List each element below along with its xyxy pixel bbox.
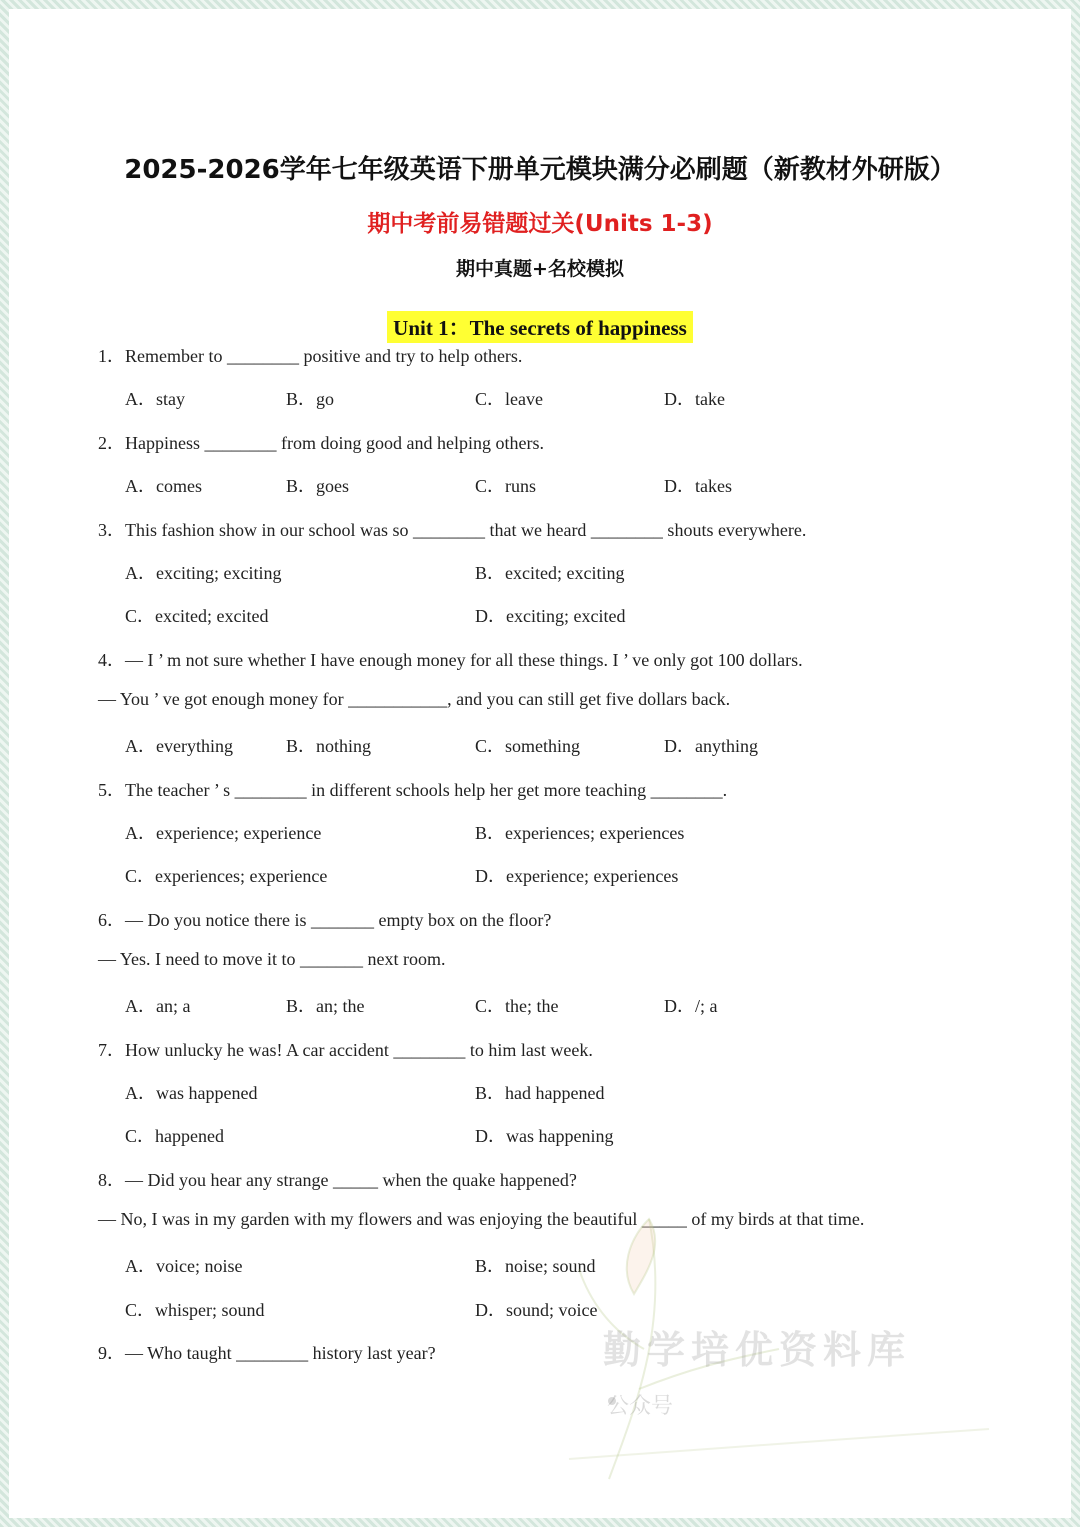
question-7-option-b: B．had happened bbox=[475, 1083, 605, 1103]
document-page bbox=[9, 9, 1071, 1518]
question-8-stem: 8．— Did you hear any strange _____ when the quake happened? bbox=[98, 1170, 577, 1190]
question-4-stem: 4．— I ’ m not sure whether I have enough money for all these things. I ’ ve only got 100 dollars. bbox=[98, 650, 803, 670]
section-subtitle: 期中考前易错题过关(Units 1-3) bbox=[367, 211, 713, 237]
question-8-option-c: C．whisper; sound bbox=[125, 1300, 265, 1320]
question-1-option-d: D．take bbox=[664, 389, 725, 409]
question-5-option-a: A．experience; experience bbox=[125, 823, 322, 843]
question-1-stem: 1．Remember to ________ positive and try to help others. bbox=[98, 346, 523, 366]
question-8-option-b: B．noise; sound bbox=[475, 1256, 596, 1276]
question-3-option-a: A．exciting; exciting bbox=[125, 563, 282, 583]
question-3-option-d: D．exciting; excited bbox=[475, 606, 626, 626]
question-6-option-b: B．an; the bbox=[286, 996, 365, 1016]
question-1-option-a: A．stay bbox=[125, 389, 185, 409]
question-7-option-a: A．was happened bbox=[125, 1083, 258, 1103]
question-3-stem: 3．This fashion show in our school was so ________ that we heard ________ shouts everywhere. bbox=[98, 520, 807, 540]
question-2-option-a: A．comes bbox=[125, 476, 202, 496]
question-8-stem-reply: — No, I was in my garden with my flowers and was enjoying the beautiful _____ of my birds at that time. bbox=[98, 1209, 865, 1229]
question-8-option-a: A．voice; noise bbox=[125, 1256, 243, 1276]
question-8-option-d: D．sound; voice bbox=[475, 1300, 598, 1320]
question-7-option-d: D．was happening bbox=[475, 1126, 614, 1146]
question-6-option-c: C．the; the bbox=[475, 996, 559, 1016]
question-2-option-d: D．takes bbox=[664, 476, 732, 496]
question-6-option-d: D．/; a bbox=[664, 996, 718, 1016]
section-subtitle-secondary: 期中真题+名校模拟 bbox=[456, 258, 624, 280]
question-6-stem-reply: — Yes. I need to move it to _______ next room. bbox=[98, 949, 446, 969]
question-4-option-c: C．something bbox=[475, 736, 581, 756]
document-title: 2025-2026学年七年级英语下册单元模块满分必刷题（新教材外研版） bbox=[124, 155, 956, 185]
question-3-option-b: B．excited; exciting bbox=[475, 563, 625, 583]
unit-heading: Unit 1：The secrets of happiness bbox=[387, 311, 693, 343]
question-2-stem: 2．Happiness ________ from doing good and helping others. bbox=[98, 433, 544, 453]
question-1-option-c: C．leave bbox=[475, 389, 543, 409]
question-5-option-d: D．experience; experiences bbox=[475, 866, 679, 886]
question-2-option-c: C．runs bbox=[475, 476, 537, 496]
question-4-stem-reply: — You ’ ve got enough money for ___________, and you can still get five dollars back. bbox=[98, 689, 731, 709]
question-9-stem: 9．— Who taught ________ history last year? bbox=[98, 1343, 436, 1363]
watermark-subtext: 公众号 bbox=[607, 1394, 674, 1419]
question-1-option-b: B．go bbox=[286, 389, 335, 409]
question-4-option-b: B．nothing bbox=[286, 736, 372, 756]
question-6-option-a: A．an; a bbox=[125, 996, 191, 1016]
question-5-option-c: C．experiences; experience bbox=[125, 866, 328, 886]
question-3-option-c: C．excited; excited bbox=[125, 606, 269, 626]
question-5-option-b: B．experiences; experiences bbox=[475, 823, 685, 843]
question-2-option-b: B．goes bbox=[286, 476, 349, 496]
question-4-option-d: D．anything bbox=[664, 736, 758, 756]
question-7-stem: 7．How unlucky he was! A car accident ________ to him last week. bbox=[98, 1040, 593, 1060]
question-4-option-a: A．everything bbox=[125, 736, 233, 756]
question-5-stem: 5．The teacher ’ s ________ in different schools help her get more teaching ________. bbox=[98, 780, 728, 800]
question-6-stem: 6．— Do you notice there is _______ empty box on the floor? bbox=[98, 910, 552, 930]
watermark-text: 勤学培优资料库 bbox=[603, 1328, 912, 1372]
question-7-option-c: C．happened bbox=[125, 1126, 224, 1146]
